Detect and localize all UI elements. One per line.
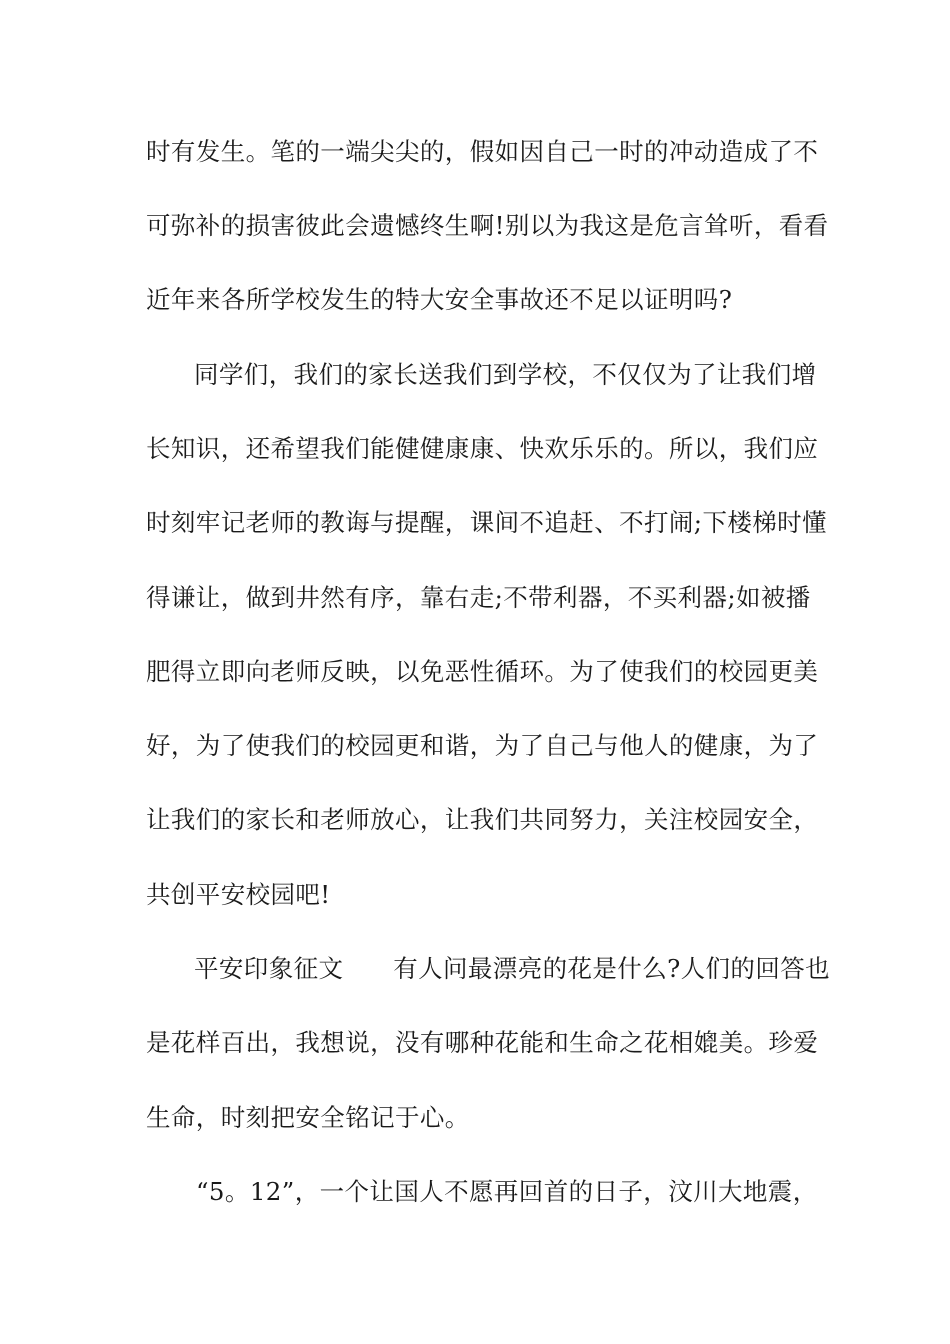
text-line: 时有发生。笔的一端尖尖的，假如因自己一时的冲动造成了不 xyxy=(146,137,819,166)
text-line: 可弥补的损害彼此会遗憾终生啊!别以为我这是危言耸听，看看 xyxy=(146,211,829,240)
paragraph-first-line: 平安印象征文 有人问最漂亮的花是什么?人们的回答也 xyxy=(194,954,831,983)
text-line: 生命，时刻把安全铭记于心。 xyxy=(146,1103,470,1132)
text-line: 长知识，还希望我们能健健康康、快欢乐乐的。所以，我们应 xyxy=(146,434,819,463)
text-line: 好，为了使我们的校园更和谐，为了自己与他人的健康，为了 xyxy=(146,731,819,760)
text-line: 肥得立即向老师反映，以免恶性循环。为了使我们的校园更美 xyxy=(146,657,819,686)
text-line: 让我们的家长和老师放心，让我们共同努力，关注校园安全， xyxy=(146,805,819,834)
text-line: 近年来各所学校发生的特大安全事故还不足以证明吗? xyxy=(146,285,733,314)
paragraph-first-line: “5。12”，一个让国人不愿再回首的日子，汶川大地震， xyxy=(196,1177,818,1206)
paragraph-first-line: 同学们，我们的家长送我们到学校，不仅仅为了让我们增 xyxy=(194,360,817,389)
text-line: 是花样百出，我想说，没有哪种花能和生命之花相媲美。珍爱 xyxy=(146,1028,819,1057)
text-line: 共创平安校园吧! xyxy=(146,880,331,909)
text-line: 得谦让，做到井然有序，靠右走;不带利器，不买利器;如被播 xyxy=(146,583,811,612)
text-line: 时刻牢记老师的教诲与提醒，课间不追赶、不打闹;下楼梯时懂 xyxy=(146,508,827,537)
